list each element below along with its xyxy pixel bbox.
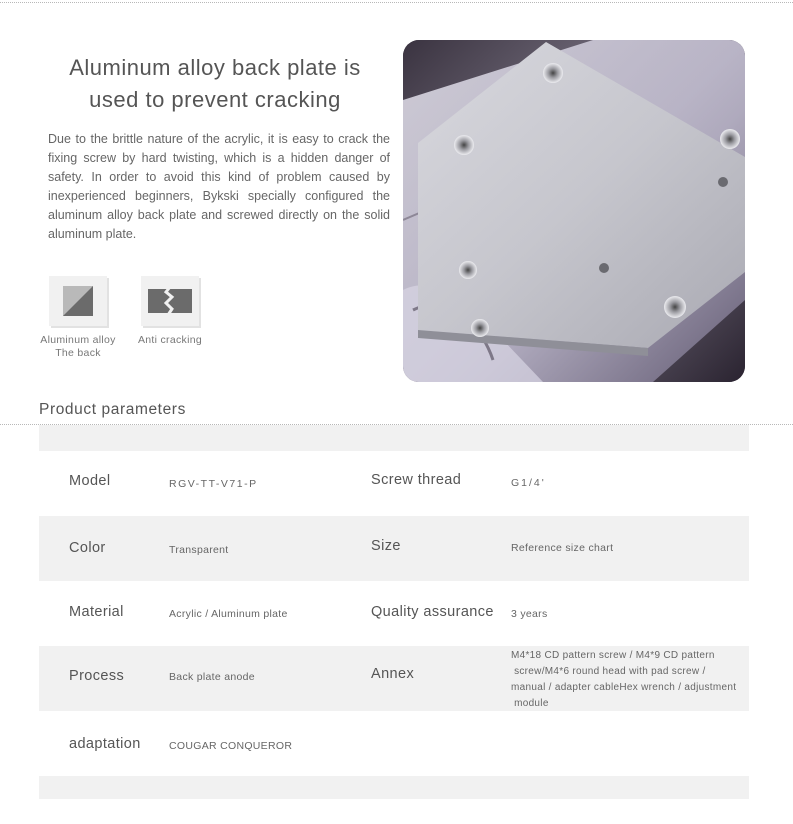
table-row xyxy=(39,451,749,516)
param-value-color: Transparent xyxy=(169,544,229,556)
table-shade-top xyxy=(39,425,749,451)
param-label-adaptation: adaptation xyxy=(69,736,141,752)
table-row xyxy=(39,581,749,646)
table-row xyxy=(39,646,749,711)
param-value-annex: M4*18 CD pattern screw / M4*9 CD pattern screw/M4*6 round head with pad screw / manual / adapter cableHex wrench / adjustment module xyxy=(511,650,737,709)
top-divider xyxy=(0,2,793,3)
back-plate-product-photo xyxy=(403,40,745,382)
param-label-annex: Annex xyxy=(371,666,415,682)
description-paragraph: Due to the brittle nature of the acrylic, it is easy to crack the fixing screw by hard twisting, which is a hidden danger of safety. In order to avoid this kind of problem caused by inexperienced beginners, Bykski specially configured the aluminum alloy back plate and screwed directly on the solid aluminum plate. xyxy=(48,132,390,241)
param-label-color: Color xyxy=(69,540,106,556)
section-title-product-parameters: Product parameters xyxy=(39,401,186,418)
param-label-process: Process xyxy=(69,668,125,684)
anti-cracking-icon xyxy=(141,276,199,326)
aluminum-alloy-icon xyxy=(49,276,107,326)
param-value-material: Acrylic / Aluminum plate xyxy=(169,608,288,620)
param-label-model: Model xyxy=(69,473,111,489)
param-value-size: Reference size chart xyxy=(511,542,614,554)
headline-line-1: Aluminum alloy back plate is xyxy=(69,55,361,80)
headline-line-2: used to prevent cracking xyxy=(89,87,341,112)
headline xyxy=(40,52,390,116)
param-value-screw-thread: G1/4' xyxy=(511,477,546,489)
param-label-material: Material xyxy=(69,604,124,620)
param-label-size: Size xyxy=(371,538,401,554)
param-value-process: Back plate anode xyxy=(169,671,255,683)
param-label-quality-assurance: Quality assurance xyxy=(371,604,494,620)
param-value-quality-assurance: 3 years xyxy=(511,608,548,620)
feature-aluminum-alloy xyxy=(33,276,123,360)
param-label-screw-thread: Screw thread xyxy=(371,472,462,488)
feature-anti-cracking xyxy=(125,276,215,347)
table-row xyxy=(39,516,749,581)
table-shade-bottom xyxy=(39,776,749,799)
feature-aluminum-alloy-caption: Aluminum alloy The back xyxy=(40,334,116,359)
feature-anti-cracking-caption: Anti cracking xyxy=(137,334,202,346)
table-row xyxy=(39,711,749,776)
param-value-model: RGV-TT-V71-P xyxy=(169,478,258,490)
param-value-adaptation: COUGAR CONQUEROR xyxy=(169,740,293,752)
